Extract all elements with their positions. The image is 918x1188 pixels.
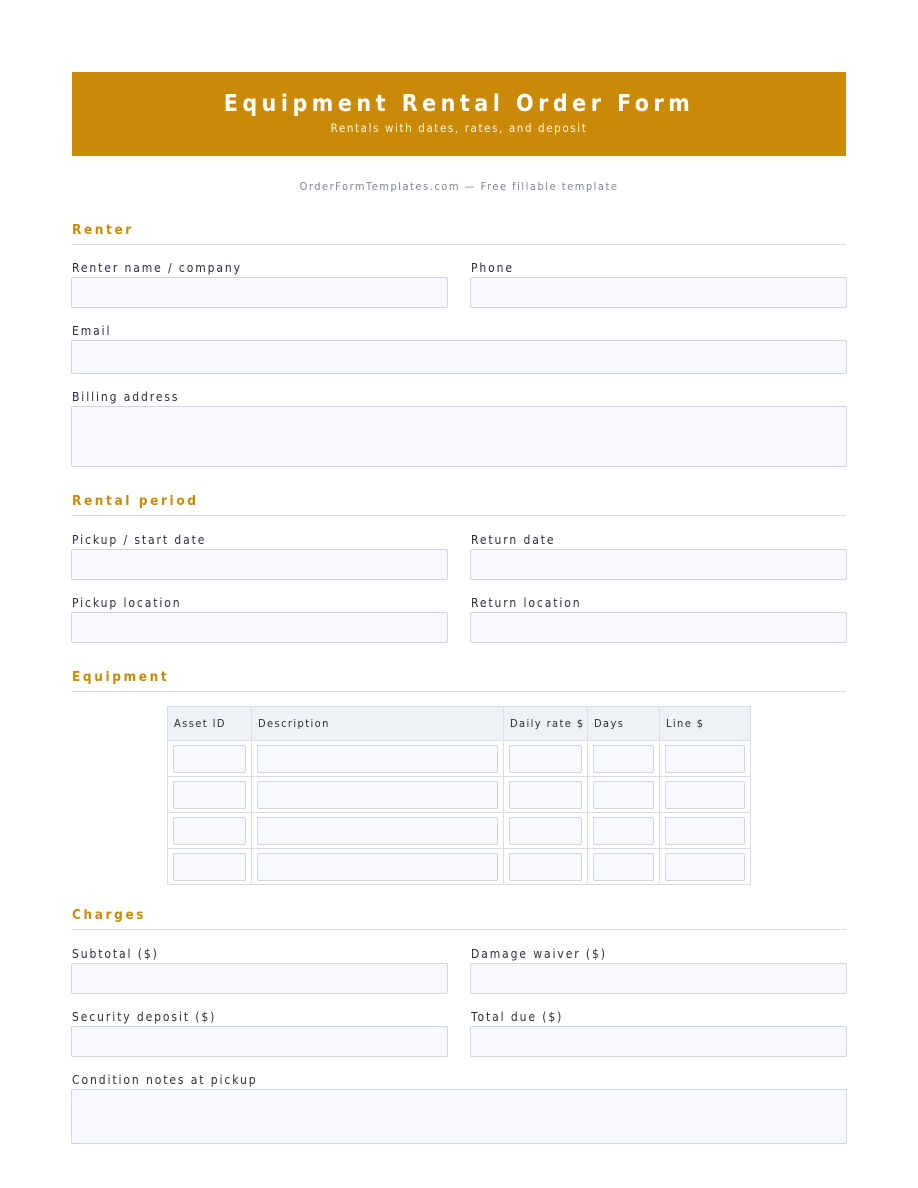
return-location-label: Return location [471, 596, 582, 610]
line-total-input[interactable] [665, 781, 745, 809]
description-input[interactable] [257, 853, 498, 881]
daily-rate-input[interactable] [509, 853, 582, 881]
equipment-header-row [168, 707, 751, 741]
daily-rate-input[interactable] [509, 817, 582, 845]
days-input[interactable] [593, 817, 654, 845]
asset-id-input[interactable] [173, 817, 246, 845]
table-row [168, 813, 751, 849]
section-title-equipment: Equipment [72, 669, 846, 692]
return-location-field[interactable] [470, 612, 847, 643]
daily-rate-input[interactable] [509, 745, 582, 773]
security-deposit-field[interactable] [71, 1026, 448, 1057]
pickup-date-label: Pickup / start date [72, 533, 207, 547]
pickup-date-field[interactable] [71, 549, 448, 580]
form-title: Equipment Rental Order Form [223, 91, 695, 117]
source-line: OrderFormTemplates.com — Free fillable template [299, 180, 619, 193]
subtotal-label: Subtotal ($) [72, 947, 159, 961]
billing-address-field[interactable] [71, 406, 847, 467]
security-deposit-label: Security deposit ($) [72, 1010, 217, 1024]
column-header-asset-id: Asset ID [168, 707, 252, 741]
form-subtitle: Rentals with dates, rates, and deposit [330, 121, 588, 135]
condition-notes-label: Condition notes at pickup [72, 1073, 258, 1087]
equipment-table [167, 706, 751, 885]
renter-name-label: Renter name / company [72, 261, 242, 275]
table-row [168, 741, 751, 777]
phone-label: Phone [471, 261, 514, 275]
total-due-label: Total due ($) [471, 1010, 564, 1024]
description-input[interactable] [257, 745, 498, 773]
email-label: Email [72, 324, 112, 338]
damage-waiver-label: Damage waiver ($) [471, 947, 607, 961]
asset-id-input[interactable] [173, 781, 246, 809]
billing-address-label: Billing address [72, 390, 180, 404]
subtotal-field[interactable] [71, 963, 448, 994]
days-input[interactable] [593, 745, 654, 773]
line-total-input[interactable] [665, 817, 745, 845]
total-due-field[interactable] [470, 1026, 847, 1057]
condition-notes-field[interactable] [71, 1089, 847, 1144]
daily-rate-input[interactable] [509, 781, 582, 809]
pickup-location-label: Pickup location [72, 596, 182, 610]
description-input[interactable] [257, 781, 498, 809]
asset-id-input[interactable] [173, 745, 246, 773]
days-input[interactable] [593, 853, 654, 881]
return-date-field[interactable] [470, 549, 847, 580]
phone-field[interactable] [470, 277, 847, 308]
column-header-days: Days [588, 707, 660, 741]
section-title-rental-period: Rental period [72, 493, 846, 516]
form-header [72, 72, 846, 156]
column-header-daily-rate: Daily rate $ [504, 707, 588, 741]
renter-name-field[interactable] [71, 277, 448, 308]
line-total-input[interactable] [665, 745, 745, 773]
days-input[interactable] [593, 781, 654, 809]
pickup-location-field[interactable] [71, 612, 448, 643]
column-header-description: Description [252, 707, 504, 741]
line-total-input[interactable] [665, 853, 745, 881]
email-field[interactable] [71, 340, 847, 374]
section-title-charges: Charges [72, 907, 846, 930]
table-row [168, 777, 751, 813]
column-header-line-total: Line $ [660, 707, 751, 741]
asset-id-input[interactable] [173, 853, 246, 881]
description-input[interactable] [257, 817, 498, 845]
damage-waiver-field[interactable] [470, 963, 847, 994]
return-date-label: Return date [471, 533, 556, 547]
table-row [168, 849, 751, 885]
section-title-renter: Renter [72, 222, 846, 245]
